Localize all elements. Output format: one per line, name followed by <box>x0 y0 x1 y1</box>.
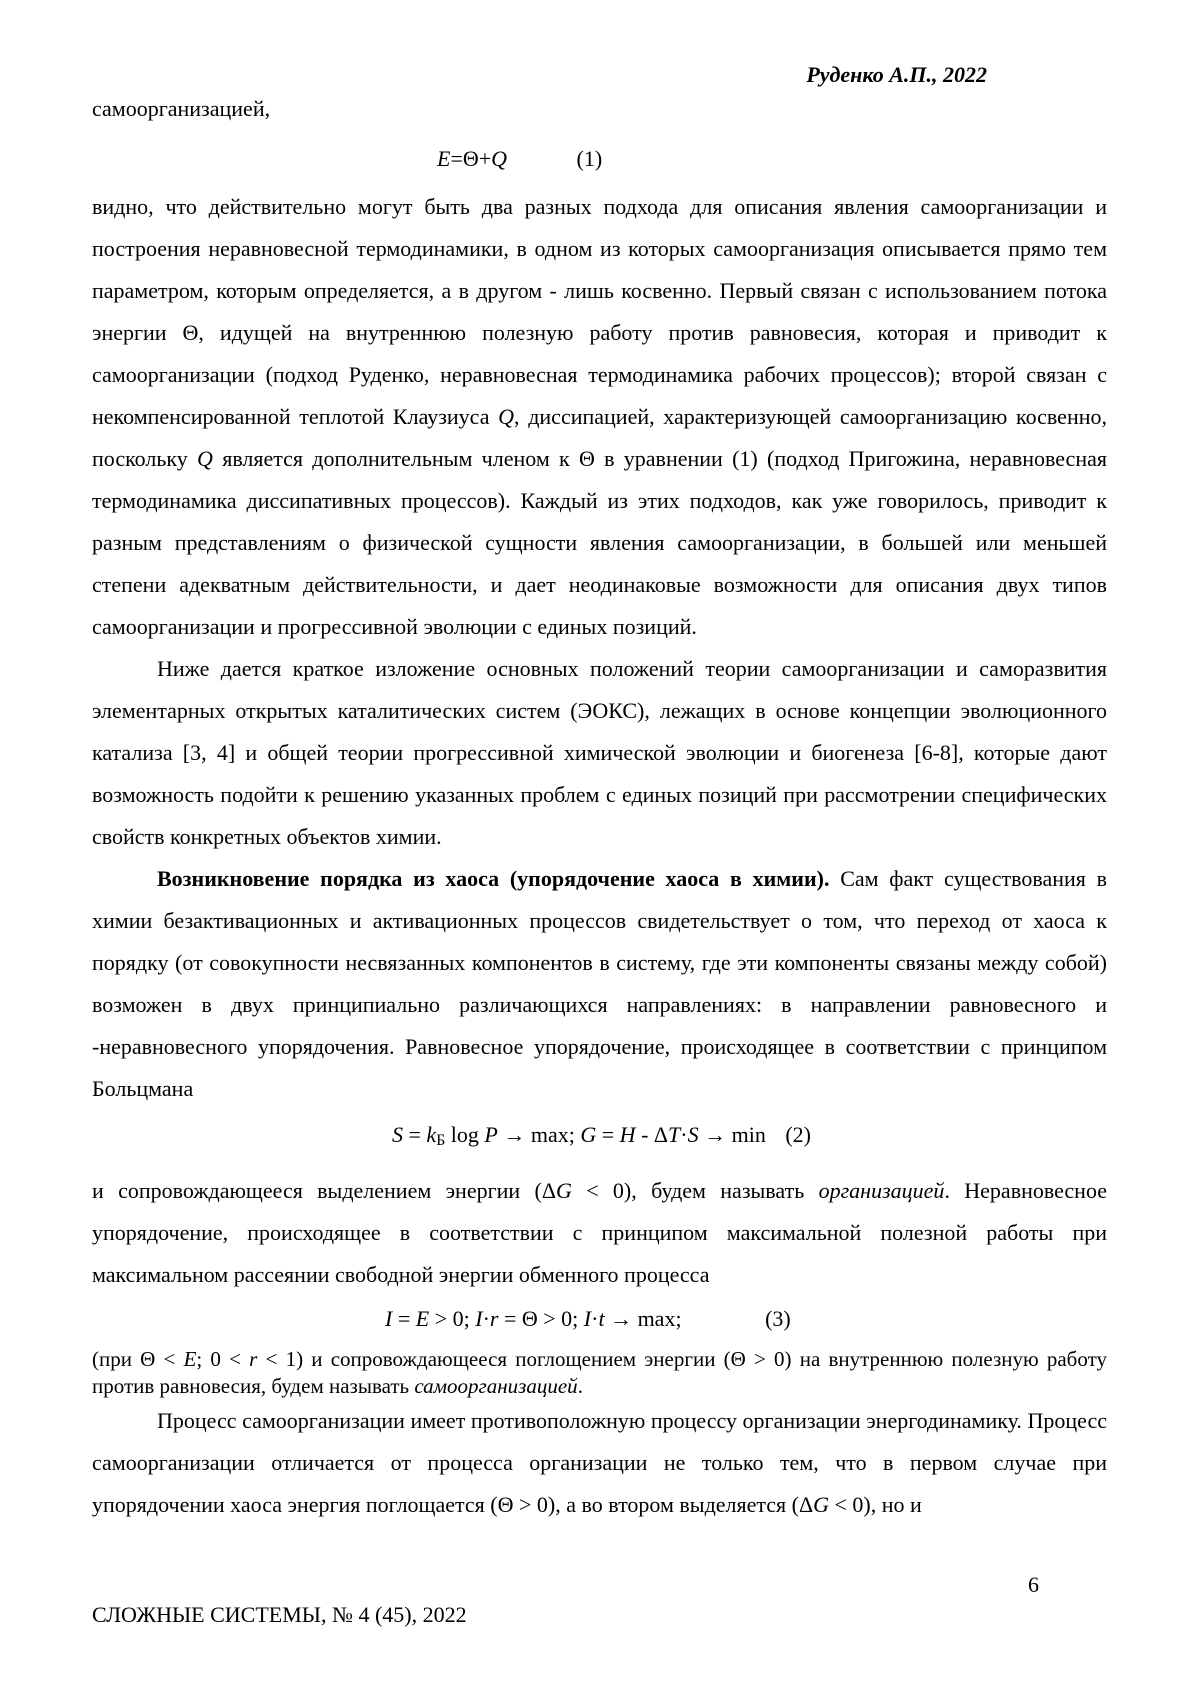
author-header: Руденко А.П., 2022 <box>806 62 987 87</box>
paragraph-eoks-overview: Ниже дается краткое изложение основных положений теории самоорганизации и саморазвития элементарных открытых каталитических систем (ЭОКС), лежащих в основе концепции эволюционного катализа [3, 4] и общей теории прогрессивной химической эволюции и биогенеза [6-8], которые дают возможность подойти к решению указанных проблем с единых позиций при рассмотрении специфических свойств конкретных объектов химии. <box>92 656 1107 849</box>
formula-3 <box>92 1302 1107 1336</box>
lead-line: самоорганизацией, <box>92 96 271 121</box>
paragraph-energodynamics: Процесс самоорганизации имеет противоположную процессу организации энергодинамику. Процесс самоорганизации отличается от процесса организации не только тем, что в первом случае при упорядочении хаоса энергия поглощается (Θ > 0), а во втором выделяется (ΔG < 0), но и <box>92 1407 1107 1517</box>
formula-1-expression: E=Θ+Q <box>437 146 508 171</box>
formula-1 <box>92 142 1107 176</box>
paragraph-order-from-chaos: Возникновение порядка из хаоса (упорядочение хаоса в химии). Сам факт существования в химии безактивационных и активационных процессов свидетельствует о том, что переход от хаоса к порядку (от совокупности несвязанных компонентов в систему, где эти компоненты связаны между собой) возможен в двух принципиально различающихся направлениях: в направлении равновесного и -неравновесного упорядочения. Равновесное упорядочение, происходящее в соответствии с принципом Больцмана <box>92 866 1107 1101</box>
paragraph-self-organization-definition: (при Θ < E; 0 < r < 1) и сопровождающееся поглощением энергии (Θ > 0) на внутреннюю полезную работу против равновесия, будем называть самоорганизацией. <box>92 1346 1107 1398</box>
paragraph-organization-definition: и сопровождающееся выделением энергии (ΔG < 0), будем называть организацией. Неравновесное упорядочение, происходящее в соответствии с принципом максимальной полезной работы при максимальном рассеянии свободной энергии обменного процесса <box>92 1177 1107 1287</box>
paragraph-two-approaches: видно, что действительно могут быть два разных подхода для описания явления самоорганизации и построения неравновесной термодинамики, в одном из которых самоорганизация описывается прямо тем параметром, которым определяется, а в другом - лишь косвенно. Первый связан с использованием потока энергии Θ, идущей на внутреннюю полезную работу против равновесия, которая и приводит к самоорганизации (подход Руденко, неравновесная термодинамика рабочих процессов); второй связан с некомпенсированной теплотой Клаузиуса Q, диссипацией, характеризующей самоорганизацию косвенно, поскольку Q является дополнительным членом к Θ в уравнении (1) (подход Пригожина, неравновесная термодинамика диссипативных процессов). Каждый из этих подходов, как уже говорилось, приводит к разным представлениям о физической сущности явления самоорганизации, в большей или меньшей степени адекватным действительности, и дает неодинаковые возможности для описания двух типов самоорганизации и прогрессивной эволюции с единых позиций. <box>92 194 1107 639</box>
formula-2-expression: S = kБ log P → max; G = H - ΔT·S → min <box>392 1122 766 1149</box>
formula-1-number: (1) <box>576 146 603 171</box>
journal-footer: СЛОЖНЫЕ СИСТЕМЫ, № 4 (45), 2022 <box>92 1602 467 1627</box>
page-number: 6 <box>1028 1572 1039 1597</box>
formula-2 <box>92 1118 1107 1158</box>
formula-2-number: (2) <box>785 1122 812 1147</box>
formula-3-number: (3) <box>765 1305 791 1331</box>
formula-3-expression: I = E > 0; I·r = Θ > 0; I·t → max; <box>385 1305 682 1331</box>
